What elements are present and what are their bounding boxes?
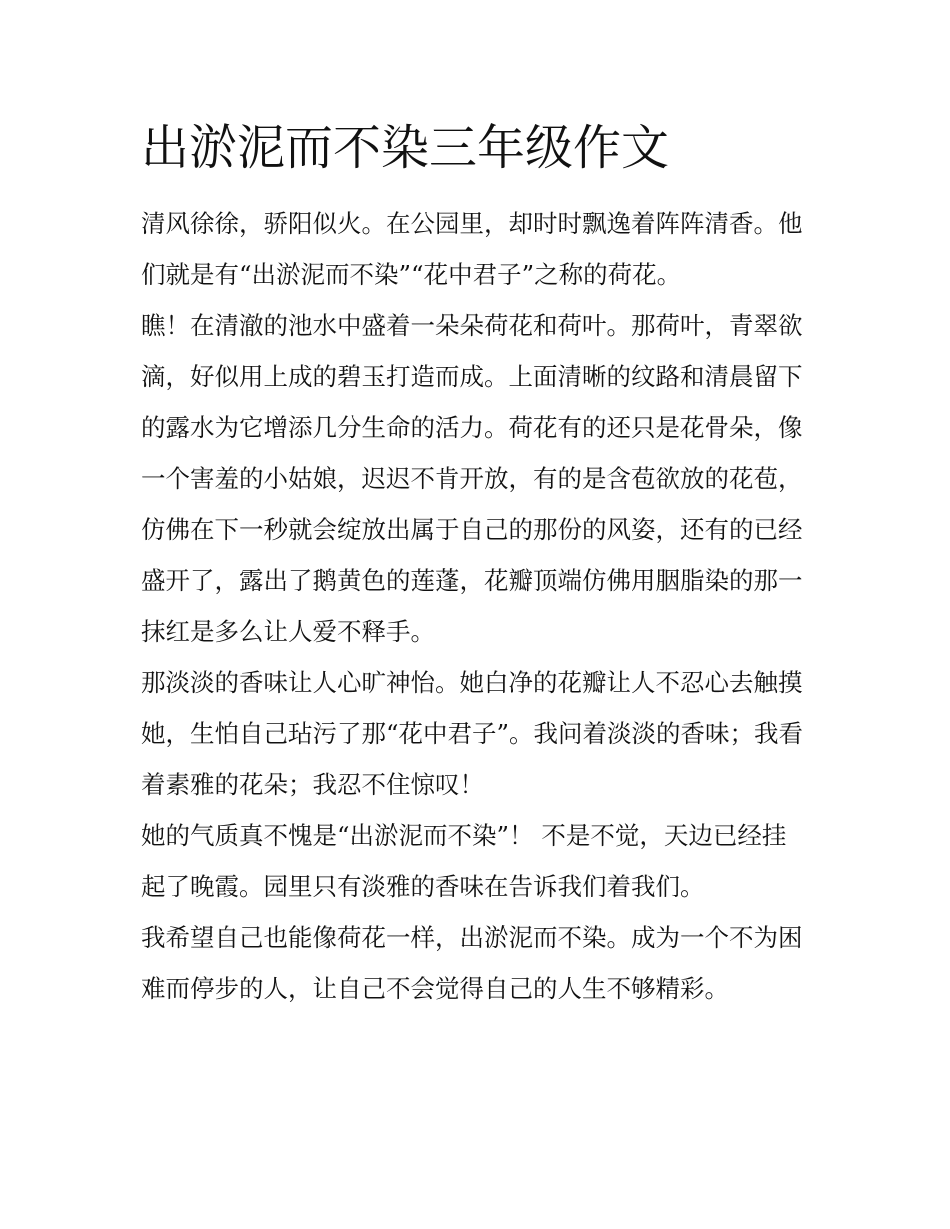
text-line: 难而停步的人，让自己不会觉得自己的人生不够精彩。 — [141, 974, 729, 1003]
paragraph-3 — [141, 657, 813, 810]
text-line: 清风徐徐，骄阳似火。在公园里，却时时飘逸着阵阵清香。他 — [141, 209, 803, 238]
text-line: 一个害羞的小姑娘，迟迟不肯开放，有的是含苞欲放的花苞， — [141, 464, 803, 493]
paragraph-4 — [141, 810, 813, 912]
text-line: 滴，好似用上成的碧玉打造而成。上面清晰的纹路和清晨留下 — [141, 362, 803, 391]
text-line: 她的气质真不愧是“出淤泥而不染”！ 不是不觉，天边已经挂 — [141, 821, 787, 850]
paragraph-2 — [141, 300, 813, 657]
text-line: 盛开了，露出了鹅黄色的莲蓬，花瓣顶端仿佛用胭脂染的那一 — [141, 566, 803, 595]
text-line: 抹红是多么让人爱不释手。 — [141, 617, 435, 646]
paragraph-1 — [141, 198, 813, 300]
text-line: 仿佛在下一秒就会绽放出属于自己的那份的风姿，还有的已经 — [141, 515, 803, 544]
essay-body — [141, 198, 813, 1014]
text-line: 起了晚霞。园里只有淡雅的香味在告诉我们着我们。 — [141, 872, 705, 901]
text-line: 我希望自己也能像荷花一样，出淤泥而不染。成为一个不为困 — [141, 923, 803, 952]
text-line: 着素雅的花朵；我忍不住惊叹！ — [141, 770, 484, 799]
text-line: 的露水为它增添几分生命的活力。荷花有的还只是花骨朵，像 — [141, 413, 803, 442]
text-line: 们就是有“出淤泥而不染”“花中君子”之称的荷花。 — [141, 260, 682, 289]
text-line: 那淡淡的香味让人心旷神怡。她白净的花瓣让人不忍心去触摸 — [141, 668, 803, 697]
text-line: 瞧！在清澈的池水中盛着一朵朵荷花和荷叶。那荷叶，青翠欲 — [141, 311, 803, 340]
text-line: 她，生怕自己玷污了那“花中君子”。我问着淡淡的香味；我看 — [141, 719, 804, 748]
paragraph-5 — [141, 912, 813, 1014]
essay-title: 出淤泥而不染三年级作文 — [141, 120, 670, 176]
